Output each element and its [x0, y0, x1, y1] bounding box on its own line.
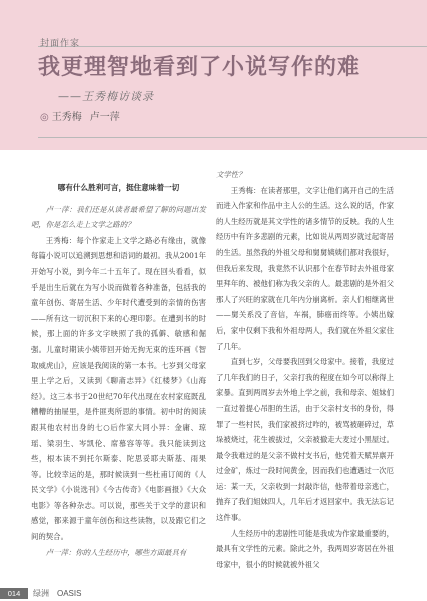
header-top-rule [38, 46, 427, 47]
section-heading: 哪有什么胜利可言，挺住意味着一切 [57, 183, 180, 192]
question-paragraph: 卢一萍：我们还是从读者最希望了解的问题出发吧，你是怎么走上文学之路的？ [31, 204, 206, 230]
magazine-name: 绿洲 OASIS [33, 589, 82, 598]
answer-paragraph: 直到七岁，父母要我回到父母家中。接着，我度过了几年我们的日子，父亲打我的程度在如今可以称得上家暴。直到两周岁去外地上学之前，我和母亲、姐妹们一直过着提心吊胆的生活，由于父亲村支书的身份，得罪了一些村民，我们家被挤过咋的，被骂被砸碎过，草垛被烧过，花生被拔过，父亲被撤走大麦过小黑屋过。最令我难过的是父亲不做村支书后，他凭着天赋异禀开过金矿，炼过一段时间黄金，因而我们也遭遇过一次厄运：某一天，父亲收到一封敲诈信，他带着母亲逃亡，抛弃了我们姐妹四人，几年后才返回家中。我无法忘记这件事。 [216, 357, 394, 523]
answer-paragraph: 人生经历中的悲剧性可能是我成为作家最重要的，最具有文学性的元素。除此之外，我两周岁寄居在外祖母家中，很小的时候就被外祖父 [216, 528, 394, 569]
page-number: 014 [0, 588, 28, 599]
header-bottom-rule [38, 137, 427, 138]
byline [40, 108, 120, 123]
answer-paragraph: 王秀梅：在读者那里，文字让他们离开自己的生活而进入作家和作品中主人公的生活。这么说的话，作家的人生经历就是其文学性的诸多情节的反映。我的人生经历中有许多悲剧的元素，比如说从两周岁就过起寄居的生活。虽然我的外祖父母和舅舅姨姨们都对我很好，但我后来发现，我竟然不认识那个在春节时去外祖母家里拜年的、被他们称为我父亲的人。最悲剧的是外祖父那人了兴旺的家就在几年内分崩离析。亲人们相继离世——舅关系没了音信，车祸，肺癌而终等。小姨出嫁后，家中仅剩下我和外祖母两人，我们就在外祖父家住了几年。 [216, 185, 394, 351]
circle-bullet-icon: ◎ [40, 112, 49, 123]
right-column [216, 167, 394, 572]
answer-paragraph: 王秀梅：每个作家走上文学之路必有缘由，就像每篇小说可以追溯到思想和语词的最初。我从2001年开始写小说，到今年二十五年了。现在回头看看，似乎是出生后就在为写小说而做着各种准备，包括我的童年创伤、寄居生活、少年时代遭受到的亲情的伤害——所有这一切沉积下来的心理印影。在遭到书的时候，那上面的许多文字映照了我的孤僻、敏感和倔强。儿童时期读小姨带回开始无拘无束的连环画《智取威虎山》，应该是我阅读的第一本书。七岁到父母家里上学之后，又读到《聊斋志异》《红楼梦》《山海经》。这三本书于20世纪70年代出现在农村家庭既乱糟糟的抽屉里，是件匪夷所思的事情。初中时的阅读跟其他农村出身的七○后作家大同小异：金庸、琼瑶、梁羽生、岑凯伦、席慕容等等。我只能读到这些，根本读不到托尔斯泰、陀思妥耶夫斯基、雨果等。比较幸运的是，那时候读到一些杜甫订阅的《人民文学》《小说选刊》《今古传奇》《电影画报》《大众电影》等各种杂志。可以说，那些关于文学的意识和感觉，都来源于童年创伤和这些读物，以及跟它们之间的契合。 [31, 235, 206, 542]
page-footer [0, 588, 427, 601]
article-subtitle: ——王秀梅访谈录 [58, 90, 154, 103]
column-tag: 封面作家 [40, 39, 81, 49]
interviewer-name: 卢一萍 [89, 112, 120, 123]
left-column [31, 166, 206, 560]
question-paragraph: 卢一萍：你的人生经历中，哪些方面最具有 [45, 547, 187, 557]
author-name: 王秀梅 [51, 112, 82, 123]
continued-question-line: 文学性？ [216, 170, 246, 179]
header-banner [0, 0, 427, 150]
article-title: 我更理智地看到了小说写作的难 [38, 54, 361, 80]
